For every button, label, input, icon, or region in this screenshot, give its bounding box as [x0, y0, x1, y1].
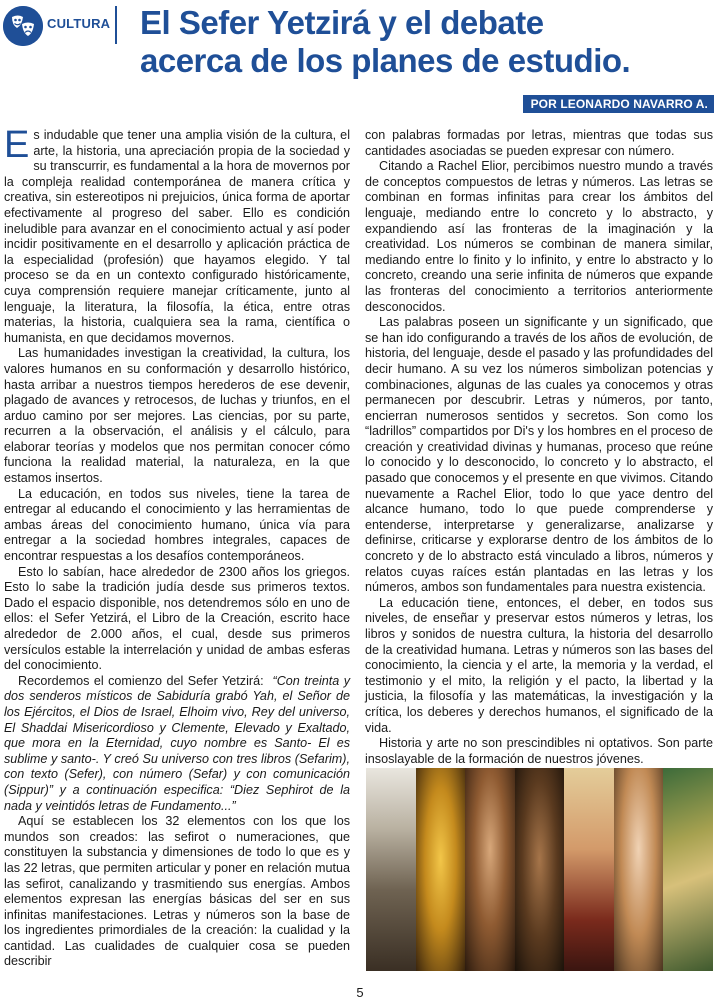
- paragraph-8: Citando a Rachel Elior, percibimos nuestro mundo a través de conceptos compuestos de letras y números. Las letras se combinan en formas infinitas para crear los ámbitos del lenguaje, mediando entre lo concreto y lo abstracto, y expandiendo así las fronteras de la imaginación y la creatividad. Los números se combinan de manera similar, mediando entre lo finito y lo infinito, y entre lo abstracto y lo concreto, creando una serie infinita de números que expande las fronteras del conocimiento a territorios anteriormente desconocidos.: [365, 159, 713, 314]
- paragraph-6: Aquí se establecen los 32 elementos con los que los mundos son creados: las sefirot o numeraciones, que constituyen la substancia y dimensiones de todo lo que es y las 22 letras, que permiten articular y poner en relación mutua las sefirot, canalizando y trasmitiendo sus energías. Ambos elementos expresan las energías básicas del ser en sus infinitas manifestaciones. Letras y números son la base de los ingredientes primordiales de la creación: la cualidad y la cantidad. Las cualidades de cualquier cosa se pueden describir: [4, 814, 350, 969]
- paragraph-1-text: s indudable que tener una amplia visión de la cultura, el arte, la historia, una apreciación propia de la sociedad y su transcurrir, es fundamental a la hora de movernos por la compleja realidad contemporánea de manera crítica y creativa, sin estereotipos ni prejuicios, única forma de aportar efectivamente al progreso del saber. Ello es condición ineludible para avanzar en el conocimiento actual y así poder incidir positivamente en el desarrollo y aplicación práctica de la especialidad (profesión) que hayamos elegido. Y tal proceso se da en un contexto configurado históricamente, cuya comprensión requiere manejar críticamente, junto al lenguaje, la literatura, la filosofía, la ética, entre otras materias, la historia, cualquiera sea la rama, científica o humanista, en que decidamos movernos.: [4, 128, 350, 345]
- author-byline: POR LEONARDO NAVARRO A.: [523, 95, 714, 113]
- paragraph-2: Las humanidades investigan la creatividad, la cultura, los valores humanos en su conformación y desarrollo histórico, hasta arribar a nuestros tiempos herederos de ese devenir, plagado de avances y retrocesos, de luchas y triunfos, en el arduo camino por ser mejores. Las ciencias, por su parte, recurren a la observación, el análisis y el cálculo, para elaborar teorías y modelos que nos permitan conocer cómo funciona la realidad material, la naturaleza, en la que estamos insertos.: [4, 346, 350, 486]
- paragraph-7: con palabras formadas por letras, mientras que todas sus cantidades asociadas se pueden expresar con número.: [365, 128, 713, 158]
- section-label: CULTURA: [47, 16, 111, 31]
- left-column: [4, 124, 351, 970]
- paragraph-10: La educación tiene, entonces, el deber, en todos sus niveles, de enseñar y preservar estos números y letras, los libros y sonidos de nuestra cultura, la historia del desarrollo de la creatividad humana. Letras y números son las bases del conocimiento, la ciencia y el arte, la memoria y la verdad, el testimonio y el mito, la religión y el pacto, la libertad y la justicia, la filosofía y las matemáticas, la investigación y la crítica, los deberes y derechos humanos, el significado de la vida.: [365, 595, 713, 735]
- portrait-strip-2: [416, 768, 466, 971]
- portrait-strip-3: [465, 768, 515, 971]
- portrait-strip-1: [366, 768, 416, 971]
- quote-intro: Recordemos el comienzo del Sefer Yetzirá:: [18, 673, 264, 688]
- header-divider: [115, 6, 117, 44]
- theater-masks-icon: [3, 6, 43, 46]
- portrait-strip-5: [564, 768, 614, 971]
- portrait-strip-7: [663, 768, 713, 971]
- right-column: [365, 128, 713, 767]
- article-title: [140, 4, 710, 80]
- paragraph-9: Las palabras poseen un significante y un significado, que se han ido configurando a través de los años de evolución, de historia, del lenguaje, desde el pasado y las profundidades del decir humano. A su vez los números simbolizan potencias y combinaciones, algunas de las cuales ya conocemos y otras permanecen por descubrir. Letras y números, por tanto, encierran numerosos sentidos y secretos. Son como los “ladrillos” compartidos por Di's y los hombres en el proceso de creación y creatividad divinas y humanas, proceso que reúne lo conocido y lo desconocido, lo concreto y lo abstracto, el pasado que conocemos y el presente en que vivimos. Citando nuevamente a Rachel Elior, todo lo que yace dentro del alcance humano, todo lo que puede comprenderse y entenderse, interpretarse y generalizarse, analizarse y definirse, criticarse y explorarse dentro de los ámbitos de lo concreto y de lo abstracto está vinculado a libros, números y relatos cuyas raíces están plantadas en las letras y los números, ambos son fundamentales para nuestra existencia.: [365, 315, 713, 595]
- paragraph-11: Historia y arte no son prescindibles ni optativos. Son parte insoslayable de la formación de nuestros jóvenes.: [365, 736, 713, 766]
- page-number: 5: [356, 985, 364, 1000]
- title-line-1: El Sefer Yetzirá y el debate: [140, 4, 544, 41]
- title-line-2: acerca de los planes de estudio.: [140, 42, 631, 79]
- portrait-collage-image: [366, 768, 713, 971]
- dropcap: E: [4, 124, 30, 166]
- sefer-quote: “Con treinta y dos senderos místicos de Sabiduría grabó Yah, el Señor de los Ejércitos, el Dios de Israel, Elhoim vivo, Rey del universo, El Shaddai Misericordioso y Clemente, Elevado y Exaltado, que mora en la Eternidad, cuyo nombre es Santo- El es sublime y santo-. Y creó Su universo con tres libros (Sefarim), con texto (Sefer), con número (Sefar) y con comunicación (Sippur)” y a continuación especifica: “Diez Sephirot de la nada y veintidós letras de Fundamento...”: [4, 673, 351, 813]
- paragraph-4: Esto lo sabían, hace alrededor de 2300 años los griegos. Esto lo sabe la tradición judía desde sus primeros textos. Dado el espacio disponible, nos detendremos sólo en uno de ellos: el Sefer Yetzirá, el Libro de la Creación, escrito hace alrededor de 2.000 años, el cual, desde sus primeros versículos estable la interrelación y unidad de ambas esferas del conocimiento.: [4, 564, 350, 673]
- portrait-strip-4: [515, 768, 565, 971]
- paragraph-3: La educación, en todos sus niveles, tiene la tarea de entregar al educando el conocimiento y las herramientas de ambas áreas del conocimiento humano, única vía para entregar a la sociedad hombres integrales, capaces de encontrar respuestas a los desafíos contemporáneos.: [4, 486, 350, 564]
- portrait-strip-6: [614, 768, 664, 971]
- paragraph-5: [4, 674, 350, 814]
- paragraph-1: [4, 124, 350, 346]
